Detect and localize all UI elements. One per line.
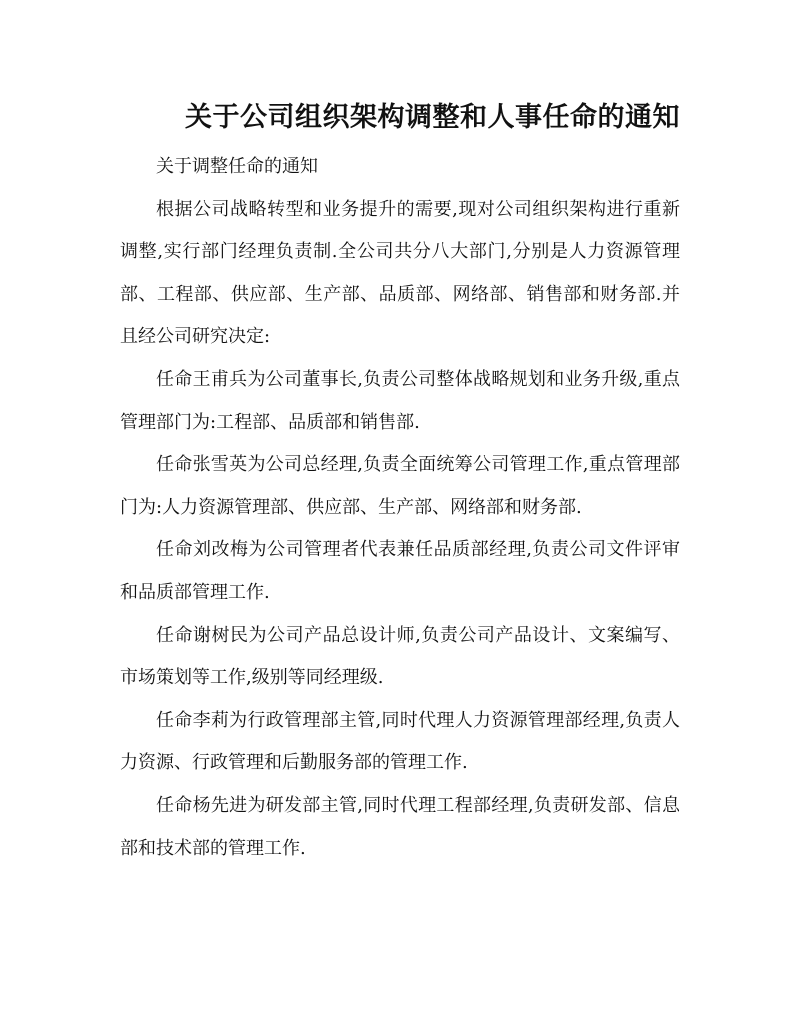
appointment-paragraph: 任命李莉为行政管理部主管,同时代理人力资源管理部经理,负责人力资源、行政管理和后勤服务部的管理工作.	[120, 709, 680, 774]
intro-paragraph: 根据公司战略转型和业务提升的需要,现对公司组织架构进行重新调整,实行部门经理负责制.全公司共分八大部门,分别是人力资源管理部、工程部、供应部、生产部、品质部、网络部、销售部和财务部.并且经公司研究决定:	[120, 198, 680, 348]
appointment-paragraph: 任命刘改梅为公司管理者代表兼任品质部经理,负责公司文件评审和品质部管理工作.	[120, 539, 680, 603]
document-body	[120, 146, 680, 870]
subtitle-paragraph: 关于调整任命的通知	[156, 156, 318, 177]
document-title: 关于公司组织架构调整和人事任命的通知	[185, 102, 680, 133]
appointment-paragraph: 任命王甫兵为公司董事长,负责公司整体战略规划和业务升级,重点管理部门为:工程部、品质部和销售部.	[120, 368, 680, 433]
appointment-paragraph: 任命张雪英为公司总经理,负责全面统筹公司管理工作,重点管理部门为:人力资源管理部、供应部、生产部、网络部和财务部.	[120, 454, 680, 518]
appointment-paragraph: 任命谢树民为公司产品总设计师,负责公司产品设计、文案编写、市场策划等工作,级别等同经理级.	[120, 624, 680, 689]
appointment-paragraph: 任命杨先进为研发部主管,同时代理工程部经理,负责研发部、信息部和技术部的管理工作.	[120, 794, 680, 859]
